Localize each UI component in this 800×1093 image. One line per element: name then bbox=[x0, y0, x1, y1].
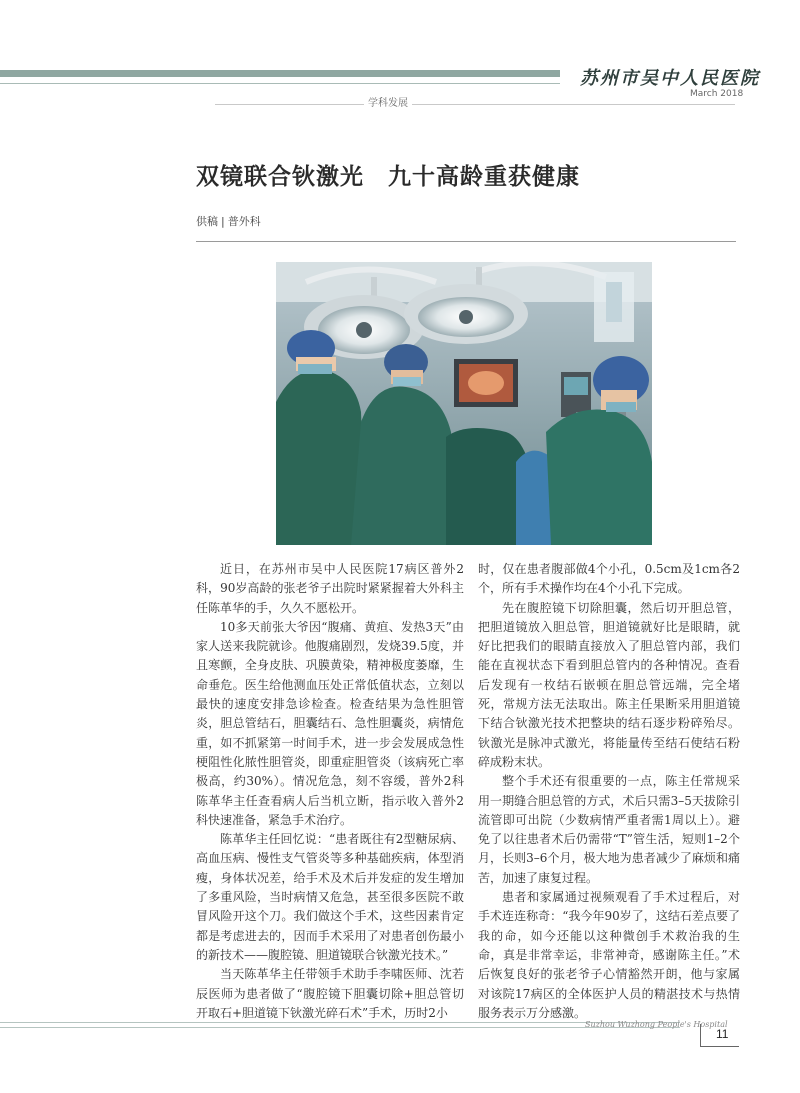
surgery-photo-illustration bbox=[276, 262, 652, 545]
article-column-left bbox=[196, 560, 464, 1023]
article-paragraph-continued: 时，仅在患者腹部做4个小孔，0.5cm及1cm各2个，所有手术操作均在4个小孔下完成。 bbox=[478, 562, 740, 596]
header-accent-bar bbox=[0, 70, 560, 77]
article-paragraph: 近日，在苏州市吴中人民医院17病区普外2科，90岁高龄的张老爷子出院时紧紧握着大外科主任陈革华的手，久久不愿松开。 bbox=[196, 562, 464, 615]
section-divider bbox=[215, 104, 735, 105]
article-paragraph: 先在腹腔镜下切除胆囊，然后切开胆总管，把胆道镜放入胆总管，胆道镜就好比是眼睛，就好比把我们的眼睛直接放入了胆总管内部，我们能在直视状态下看到胆总管内的各种情况。查看后发现有一枚结石嵌顿在胆总管远端，完全堵死，常规方法无法取出。陈主任果断采用胆道镜下结合钬激光技术把整块的结石逐步粉碎殆尽。钬激光是脉冲式激光，将能量传至结石使结石粉碎成粉末状。 bbox=[478, 600, 740, 769]
title-rule bbox=[196, 241, 736, 242]
article-paragraph: 陈革华主任回忆说：“患者既往有2型糖尿病、高血压病、慢性支气管炎等多种基础疾病，体型消瘦，身体状况差，给手术及术后并发症的发生增加了多重风险，当时病情又危急，甚至很多医院不敢冒风险开这个刀。我们做这个手术，这些因素肯定都是考虑进去的，因而手术采用了对患者创伤最小的新技术——腹腔镜、胆道镜联合钬激光技术。” bbox=[196, 832, 464, 962]
article-paragraph: 患者和家属通过视频观看了手术过程后，对手术连连称奇：“我今年90岁了，这结石差点要了我的命，如今还能以这种微创手术救治我的生命，真是非常幸运，非常神奇，感谢陈主任。”术后恢复良好的张老爷子心情豁然开朗，他与家属对该院17病区的全体医护人员的精湛技术与热情服务表示万分感激。 bbox=[478, 890, 740, 1020]
footer-publication: Suzhou Wuzhong People's Hospital bbox=[585, 1020, 728, 1029]
section-label: 学科发展 bbox=[364, 94, 412, 109]
header-thin-rule bbox=[0, 83, 560, 84]
surgery-photo bbox=[276, 262, 652, 545]
article-paragraph: 10多天前张大爷因“腹痛、黄疸、发热3天”由家人送来我院就诊。他腹痛剧烈，发烧39.5度，并且寒颤，全身皮肤、巩膜黄染，精神极度萎靡，生命垂危。医生给他测血压处正常低值状态，立刻以最快的速度安排急诊检查。检查结果为急性胆管炎，胆总管结石，胆囊结石、急性胆囊炎，病情危重，如不抓紧第一时间手术，进一步会发展成急性梗阻性化脓性胆管炎，即重症胆管炎（该病死亡率极高，约30%）。情况危急，刻不容缓，普外2科陈革华主任查看病人后当机立断，指示收入普外2科快速准备，紧急手术治疗。 bbox=[196, 619, 464, 827]
page-number: 11 bbox=[716, 1027, 729, 1041]
article-paragraph: 当天陈革华主任带领手术助手李啸医师、沈若辰医师为患者做了“腹腔镜下胆囊切除+胆总管切开取石+胆道镜下钬激光碎石术”手术，历时2小 bbox=[196, 967, 464, 1020]
footer-rule-top bbox=[0, 1022, 680, 1023]
hospital-name-logo: 苏州市吴中人民医院 bbox=[580, 68, 760, 89]
byline bbox=[196, 213, 261, 229]
article-column-right bbox=[478, 560, 740, 1023]
article-paragraph: 整个手术还有很重要的一点，陈主任常规采用一期缝合胆总管的方式，术后只需3–5天拔除引流管即可出院（少数病情严重者需1周以上）。避免了以往患者术后仍需带“T”管生活，短则1–2个月，长则3–6个月，极大地为患者减少了麻烦和痛苦，加速了康复过程。 bbox=[478, 774, 740, 885]
byline-separator: | bbox=[221, 215, 225, 228]
byline-department: 普外科 bbox=[227, 215, 261, 228]
article-title: 双镜联合钬激光 九十高龄重获健康 bbox=[196, 164, 580, 190]
issue-date: March 2018 bbox=[690, 89, 744, 99]
byline-label: 供稿 bbox=[196, 215, 218, 228]
footer-rule-bottom bbox=[0, 1027, 680, 1028]
